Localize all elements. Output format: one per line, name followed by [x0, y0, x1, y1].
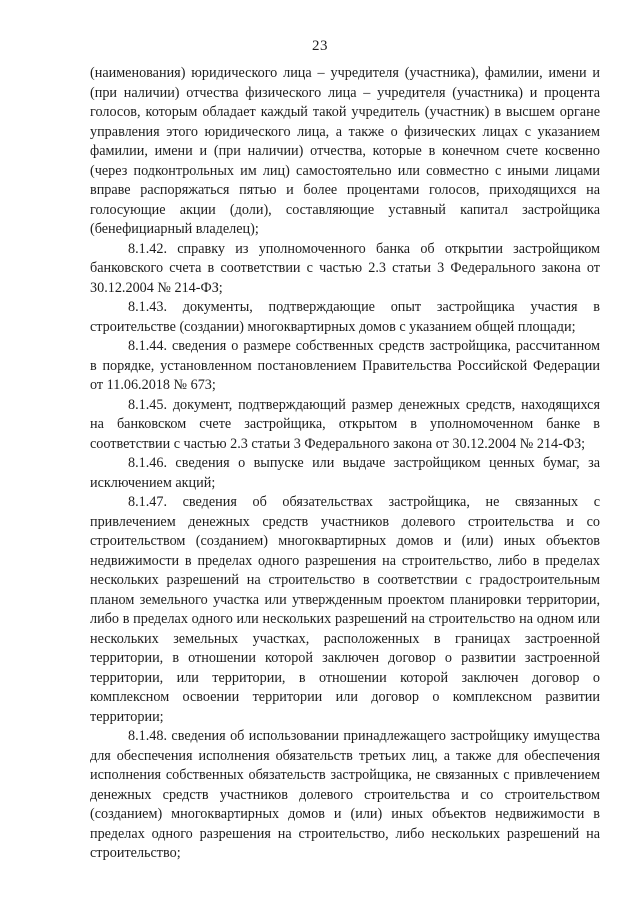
paragraph-8-1-43: 8.1.43. документы, подтверждающие опыт застройщика участия в строительстве (создании) многоквартирных домов с указанием общей площади;	[90, 299, 600, 335]
paragraph-8-1-44: 8.1.44. сведения о размере собственных средств застройщика, рассчитанном в порядке, установленном постановлением Правительства Российской Федерации от 11.06.2018 № 673;	[90, 338, 600, 393]
paragraph-8-1-45: 8.1.45. документ, подтверждающий размер денежных средств, находящихся на банковском счете застройщика, открытом в уполномоченном банке в соответствии с частью 2.3 статьи 3 Федерального закона от 30.12.2004 № 214-ФЗ;	[90, 396, 600, 452]
paragraph-8-1-47: 8.1.47. сведения об обязательствах застройщика, не связанных с привлечением денежных средств участников долевого строительства и со строительством (созданием) многоквартирных домов и (или) иных объектов недвижимости в пределах одного разрешения на строительство, либо в пределах нескольких разрешений на строительство в соответствии с градостроительным планом земельного участка или утвержденным проектом планировки территории, либо в пределах одного или нескольких разрешений на строительство на одном или нескольких земельных участках, расположенных в границах застроенной территории, в отношении которой заключен договор о развитии застроенной территории, или территории, в отношении которой заключен договор о комплексном освоении территории или договор о комплексном развитии территории;	[90, 494, 600, 725]
paragraph-8-1-42: 8.1.42. справку из уполномоченного банка об открытии застройщиком банковского счета в соответствии с частью 2.3 статьи 3 Федерального закона от 30.12.2004 № 214-ФЗ;	[90, 240, 600, 296]
paragraph-continuation: (наименования) юридического лица – учредителя (участника), фамилии, имени и (при наличии) отчества физического лица – учредителя (участника) и процента голосов, которым обладает каждый такой учредитель (участник) в высшем органе управления этого юридического лица, а также о физических лицах с указанием фамилии, имени и (при наличии) отчества, которые в конечном счете косвенно (через подконтрольных им лиц) самостоятельно или совместно с иными лицами вправе распоряжаться пятью и более процентами голосов, приходящихся на голосующие акции (доли), составляющие уставный капитал застройщика (бенефициарный владелец);	[90, 65, 600, 237]
page-number: 23	[312, 38, 328, 54]
paragraph-8-1-46: 8.1.46. сведения о выпуске или выдаче застройщиком ценных бумаг, за исключением акций;	[90, 455, 600, 491]
document-body	[90, 64, 600, 864]
paragraph-8-1-48: 8.1.48. сведения об использовании принадлежащего застройщику имущества для обеспечения исполнения обязательств третьих лиц, а также для обеспечения исполнения собственных обязательств застройщика, не связанных с привлечением денежных средств участников долевого строительства и со строительством (созданием) многоквартирных домов и (или) иных объектов недвижимости в пределах одного разрешения на строительство, либо нескольких разрешений на строительство;	[90, 728, 600, 861]
